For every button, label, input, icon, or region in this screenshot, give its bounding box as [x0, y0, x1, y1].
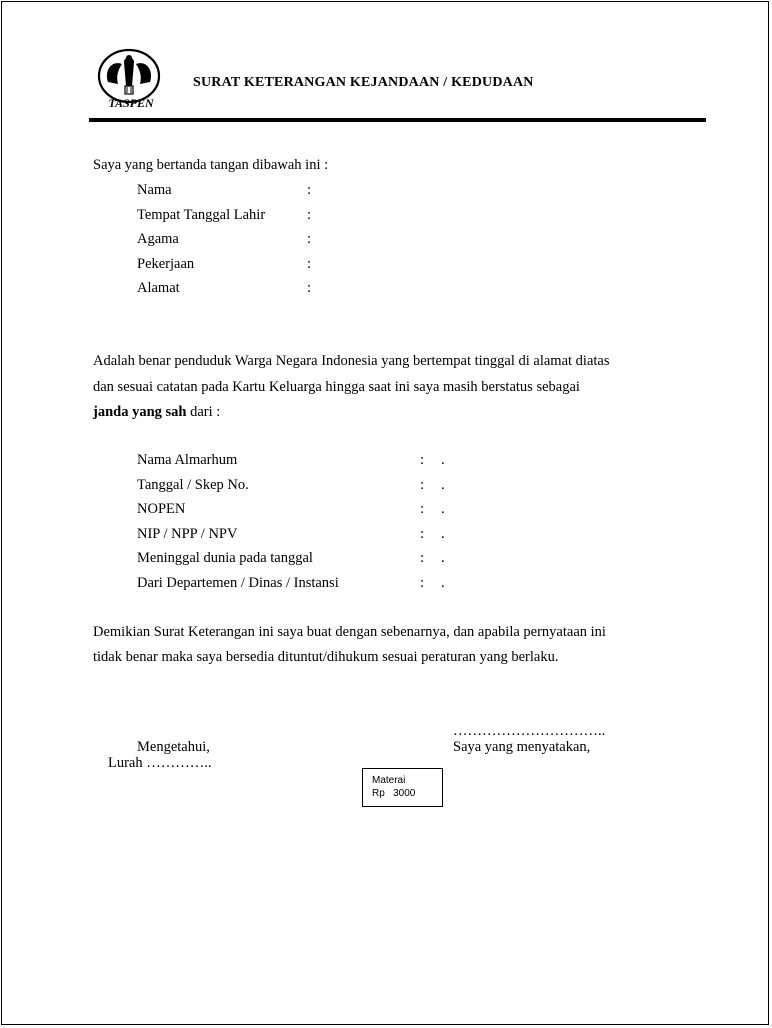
field-colon: : — [307, 256, 312, 272]
field-value: . — [441, 477, 445, 493]
field-colon: : — [420, 452, 425, 468]
field-label-skep: Tanggal / Skep No. — [137, 477, 249, 493]
field-colon: : — [307, 207, 312, 223]
document-title: SURAT KETERANGAN KEJANDAAN / KEDUDAAN — [193, 75, 534, 90]
status-rest: dari : — [186, 404, 221, 420]
field-value: . — [441, 526, 445, 542]
stamp-amount: Rp 3000 — [372, 788, 416, 799]
title-rule — [89, 118, 706, 122]
field-label-meninggal: Meninggal dunia pada tanggal — [137, 550, 313, 566]
field-colon: : — [420, 550, 425, 566]
field-label-pekerjaan: Pekerjaan — [137, 256, 195, 272]
statement-line-2: dan sesuai catatan pada Kartu Keluarga hingga saat ini saya masih berstatus sebagai — [93, 379, 580, 395]
field-colon: : — [420, 477, 425, 493]
field-label-nopen: NOPEN — [137, 501, 186, 517]
field-value: . — [441, 452, 445, 468]
field-colon: : — [420, 501, 425, 517]
stamp-label: Materai — [372, 775, 406, 786]
field-colon: : — [307, 231, 312, 247]
field-colon: : — [420, 526, 425, 542]
taspen-logo — [94, 46, 170, 112]
signature-right-title: Saya yang menyatakan, — [453, 739, 591, 755]
statement-line-3 — [93, 404, 220, 421]
field-value: . — [441, 501, 445, 517]
field-value: . — [441, 575, 445, 591]
signature-place-date: ………………………….. — [453, 723, 606, 739]
logo-text: TASPEN — [108, 96, 154, 110]
field-label-instansi: Dari Departemen / Dinas / Instansi — [137, 575, 339, 591]
statement-line-1: Adalah benar penduduk Warga Negara Indonesia yang bertempat tinggal di alamat diatas — [93, 353, 610, 369]
field-colon: : — [307, 182, 312, 198]
field-label-agama: Agama — [137, 231, 179, 247]
materai-stamp-box — [362, 768, 443, 807]
page-frame — [1, 1, 769, 1025]
signature-left-title: Mengetahui, — [137, 739, 210, 755]
intro-text: Saya yang bertanda tangan dibawah ini : — [93, 157, 329, 173]
field-label-nip: NIP / NPP / NPV — [137, 526, 238, 542]
field-colon: : — [307, 280, 312, 296]
field-value: . — [441, 550, 445, 566]
field-label-nama: Nama — [137, 182, 172, 198]
closing-line-2: tidak benar maka saya bersedia dituntut/dihukum sesuai peraturan yang berlaku. — [93, 649, 559, 665]
field-label-nama-almarhum: Nama Almarhum — [137, 452, 238, 468]
field-label-ttl: Tempat Tanggal Lahir — [137, 207, 266, 223]
closing-line-1: Demikian Surat Keterangan ini saya buat dengan sebenarnya, dan apabila pernyataan ini — [93, 624, 606, 640]
status-bold: janda yang sah — [93, 404, 187, 420]
field-colon: : — [420, 575, 425, 591]
signature-left-name: Lurah ………….. — [108, 755, 212, 771]
field-label-alamat: Alamat — [137, 280, 180, 296]
